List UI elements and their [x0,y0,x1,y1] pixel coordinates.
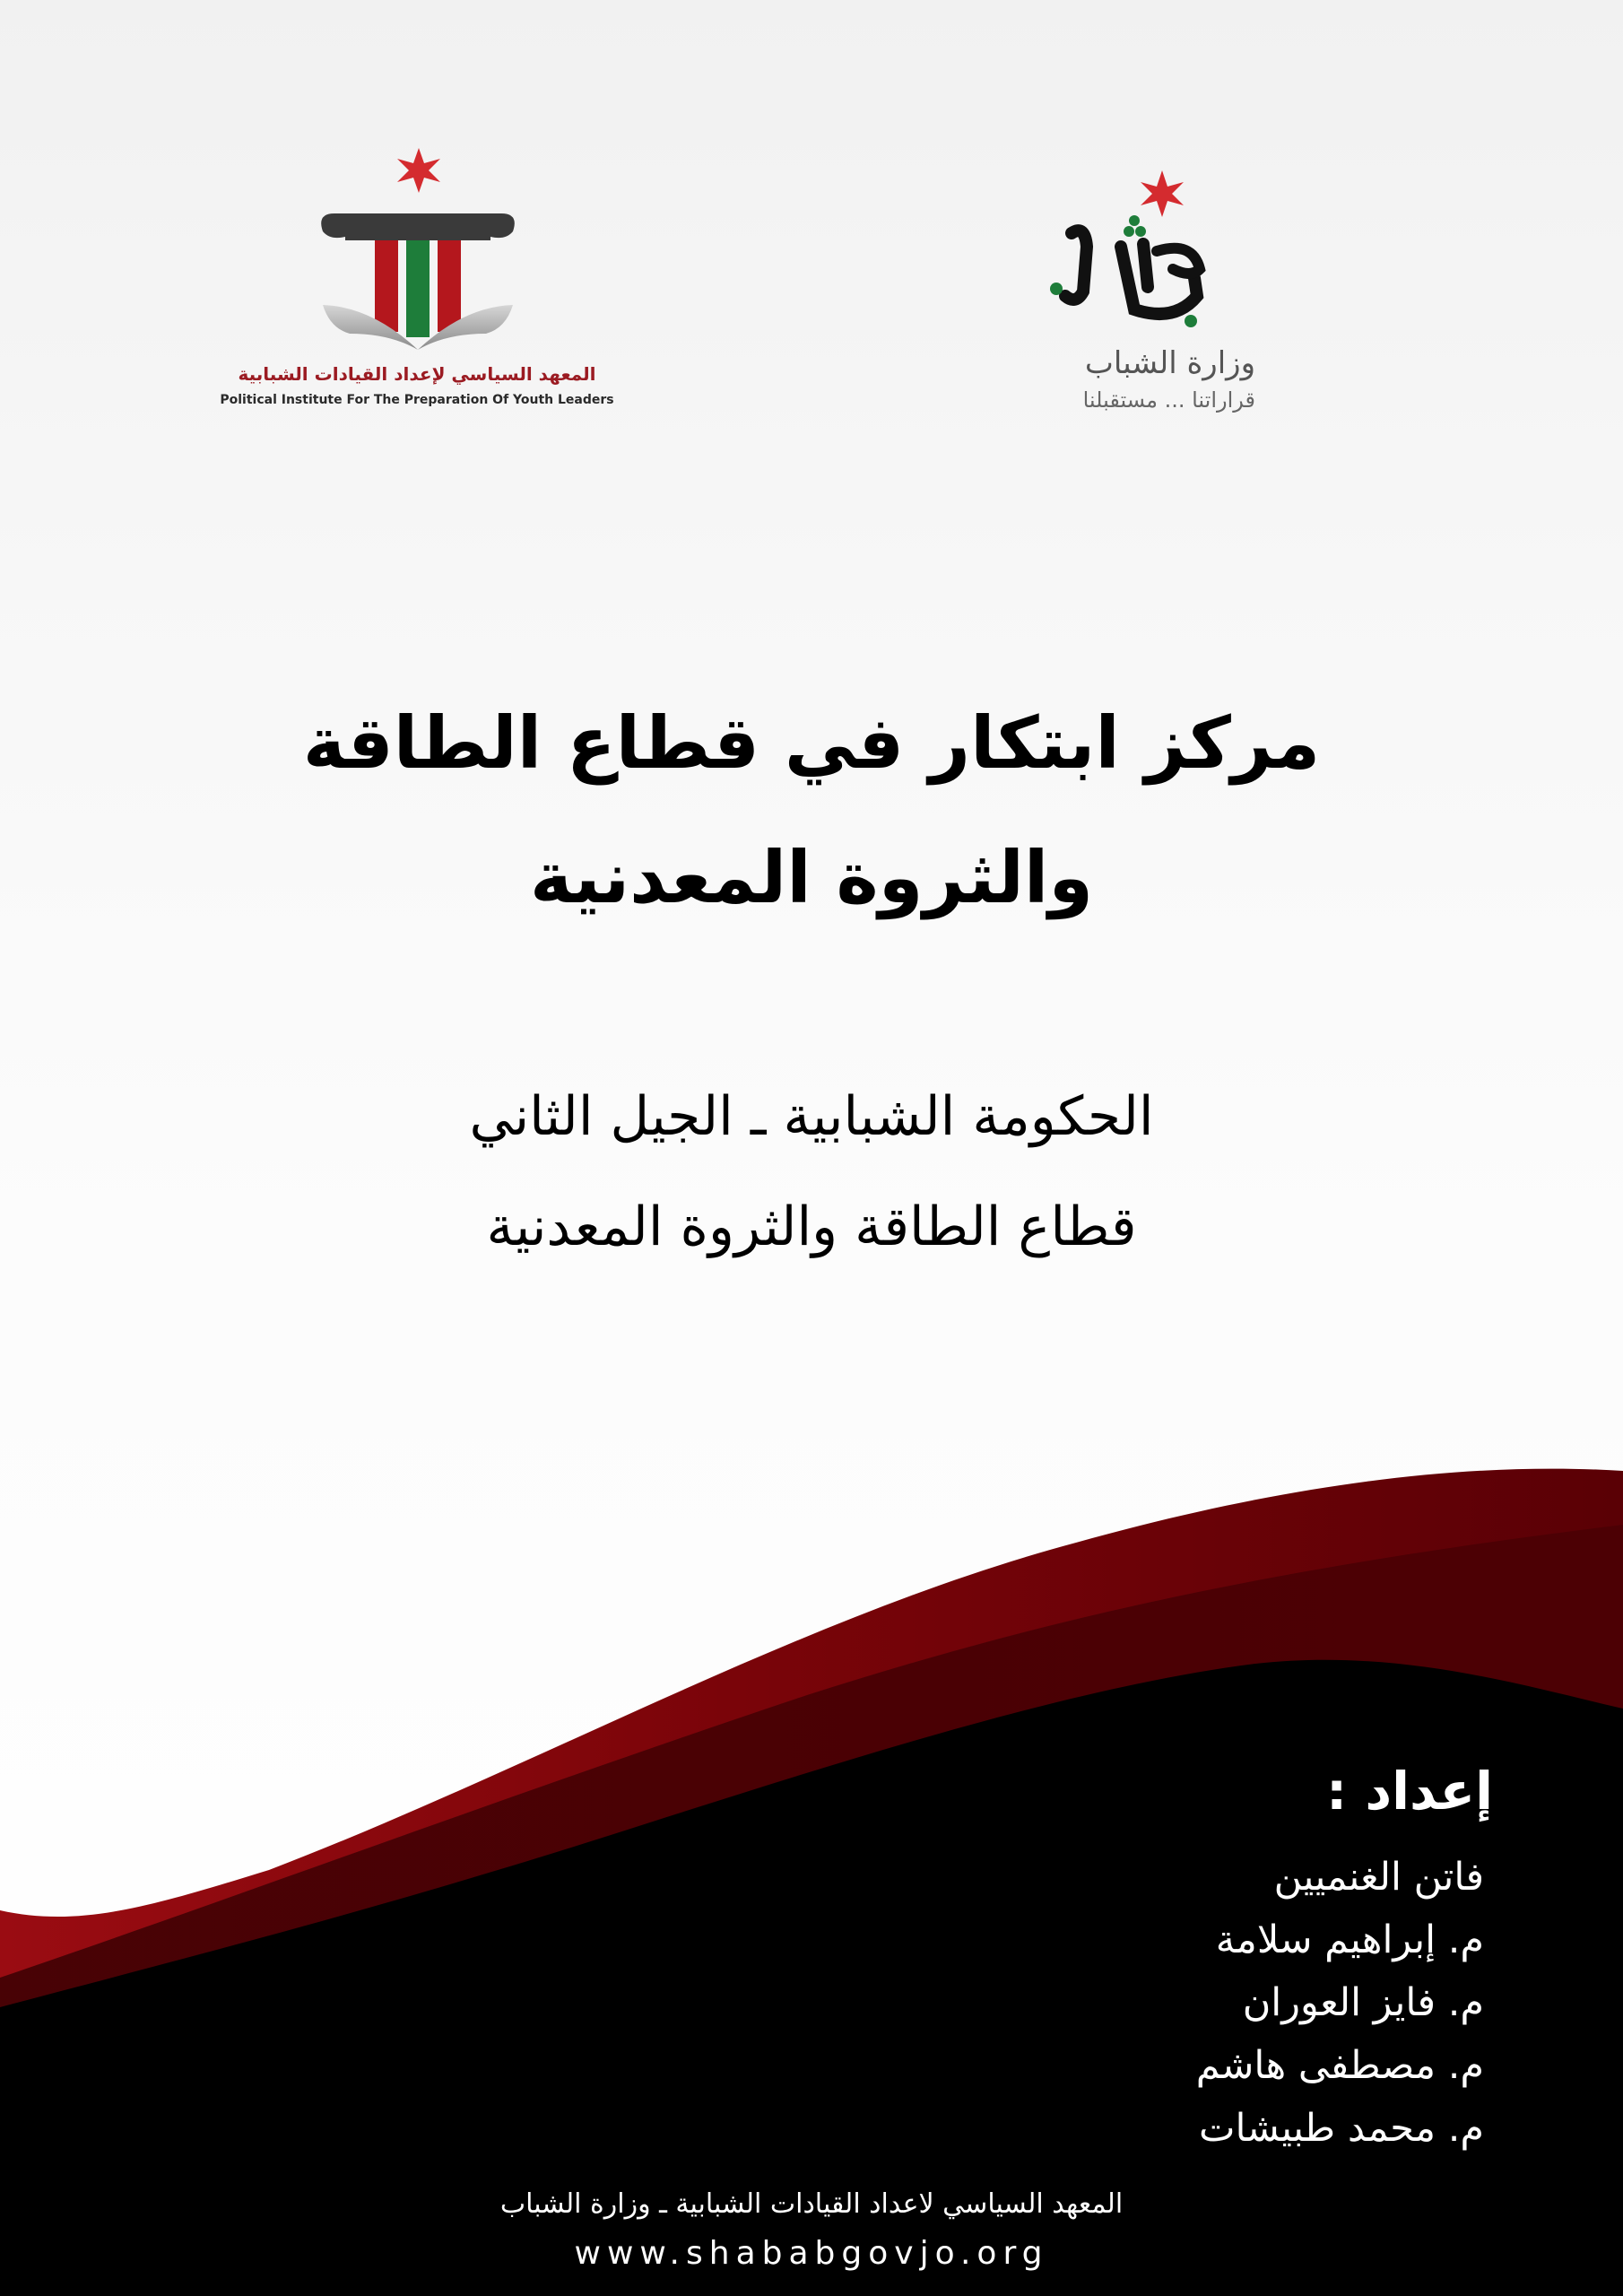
document-title-line1: مركز ابتكار في قطاع الطاقة [302,701,1321,785]
ministry-name: وزارة الشباب [1084,345,1255,381]
footer-organizations: المعهد السياسي لاعداد القيادات الشبابية ـ وزارة الشباب [499,2188,1124,2220]
author-name: م. مصطفى هاشم [1195,2043,1484,2088]
document-subtitle-line1: الحكومة الشبابية ـ الجيل الثاني [469,1085,1154,1148]
author-name: م. إبراهيم سلامة [1215,1918,1484,1962]
prepared-by-label: إعداد : [1325,1761,1493,1822]
author-name: م. فايز العوران [1242,1980,1484,2025]
institute-name-en: Political Institute For The Preparation Of Youth Leaders [220,393,614,407]
institute-emblem-icon [215,144,619,359]
red-star-icon [397,148,440,193]
institute-logo [215,144,619,422]
ministry-emblem-icon [1040,161,1291,341]
institute-name-ar: المعهد السياسي لإعداد القيادات الشبابية [238,363,596,385]
document-subtitle-line2: قطاع الطاقة والثروة المعدنية [486,1196,1137,1258]
ministry-slogan: قراراتنا ... مستقبلنا [1082,387,1255,413]
footer-website-link[interactable]: www.shababgovjo.org [574,2235,1049,2272]
author-list [1196,1846,1484,2160]
ministry-logo [1040,161,1291,430]
author-name: م. محمد طبيشات [1199,2106,1484,2151]
document-title-line2: والثروة المعدنية [529,836,1094,919]
author-name: فاتن الغنميين [1273,1855,1484,1900]
red-star-icon [1141,170,1184,217]
